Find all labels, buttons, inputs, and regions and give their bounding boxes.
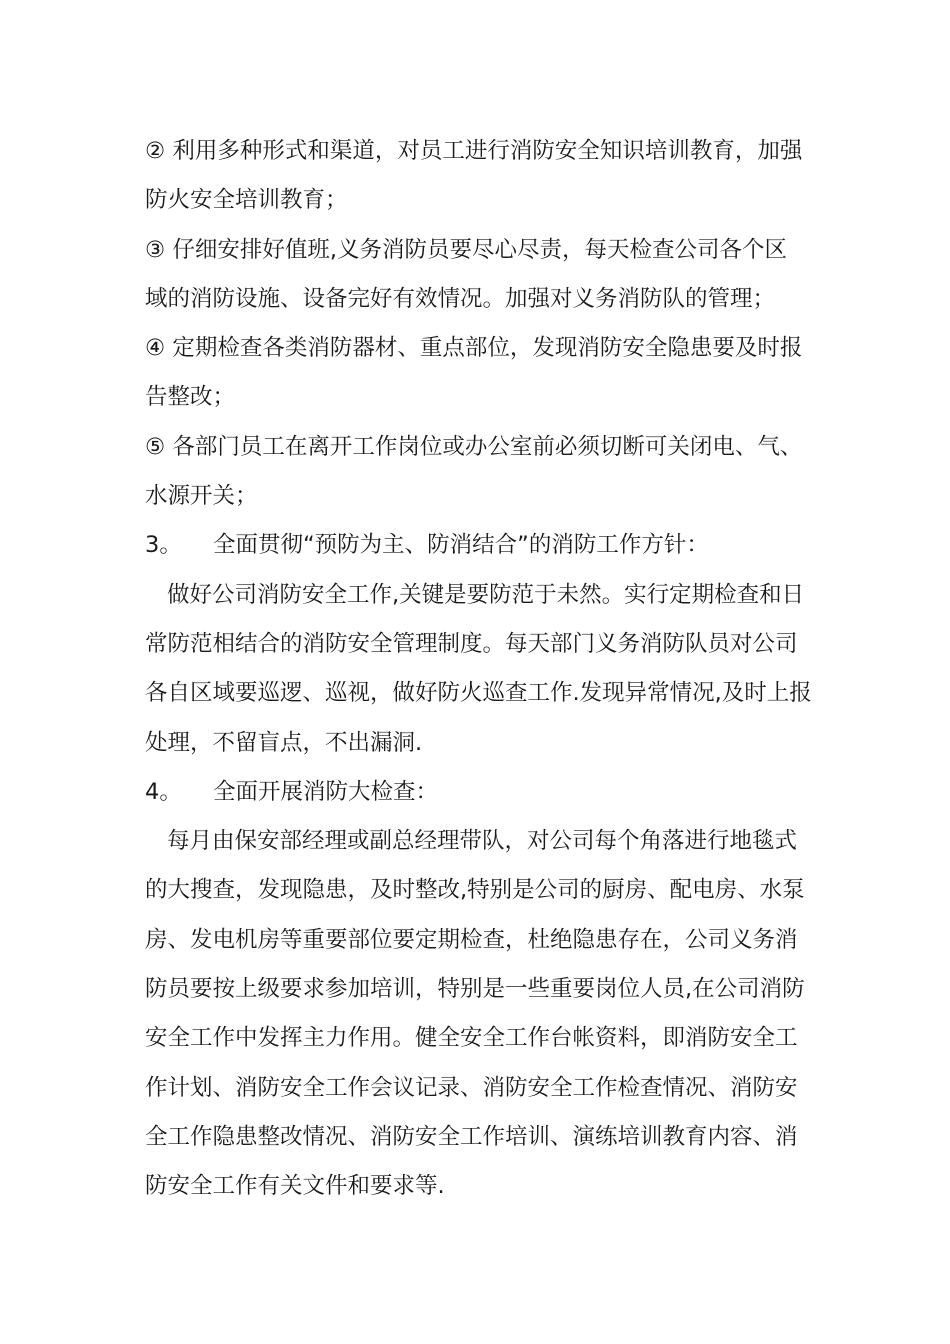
item-4-line-1: ④ 定期检查各类消防器材、重点部位，发现消防安全隐患要及时报 <box>145 335 803 362</box>
section-3-body-line-1: 做好公司消防安全工作,关键是要防范于未然。实行定期检查和日 <box>167 581 805 608</box>
section-4-body-line-6: 作计划、消防安全工作会议记录、消防安全工作检查情况、消防安 <box>145 1074 798 1101</box>
section-4-body-line-8: 防安全工作有关文件和要求等. <box>145 1173 445 1200</box>
item-4-line-2: 告整改； <box>145 384 236 411</box>
section-4-body-line-1: 每月由保安部经理或副总经理带队，对公司每个角落进行地毯式 <box>167 828 798 855</box>
section-3-title: 全面贯彻“预防为主、防消结合”的消防工作方针： <box>213 532 709 559</box>
section-4-heading <box>145 768 817 817</box>
section-4-title: 全面开展消防大检查： <box>213 778 439 805</box>
section-3-heading <box>145 521 817 570</box>
document-body <box>145 127 817 1212</box>
section-3-body-line-2: 常防范相结合的消防安全管理制度。每天部门义务消防队员对公司 <box>145 630 798 657</box>
section-4-number: 4。 <box>145 778 182 805</box>
section-4-body-line-5: 安全工作中发挥主力作用。健全安全工作台帐资料，即消防安全工 <box>145 1025 798 1052</box>
item-2-line-1: ② 利用多种形式和渠道，对员工进行消防安全知识培训教育，加强 <box>145 138 803 164</box>
item-5-line-2: 水源开关； <box>145 483 258 510</box>
section-3-body-line-4: 处理，不留盲点，不出漏洞. <box>145 729 423 756</box>
item-3-line-2: 域的消防设施、设备完好有效情况。加强对义务消防队的管理； <box>145 285 776 312</box>
section-4-body-line-3: 房、发电机房等重要部位要定期检查，杜绝隐患存在，公司义务消 <box>145 926 798 953</box>
item-3-line-1: ③ 仔细安排好值班,义务消防员要尽心尽责，每天检查公司各个区 <box>145 236 787 263</box>
item-2-line-2: 防火安全培训教育； <box>145 187 348 214</box>
item-5-line-1: ⑤ 各部门员工在离开工作岗位或办公室前必须切断可关闭电、气、 <box>145 433 803 460</box>
section-4-body-line-4: 防员要按上级要求参加培训，特别是一些重要岗位人员,在公司消防 <box>145 976 805 1003</box>
section-4-body-line-2: 的大搜查，发现隐患，及时整改,特别是公司的厨房、配电房、水泵 <box>145 877 805 904</box>
section-3-body-line-3: 各自区域要巡逻、巡视，做好防火巡查工作.发现异常情况,及时上报 <box>145 680 812 707</box>
section-3-number: 3。 <box>145 532 182 559</box>
section-4-body-line-7: 全工作隐患整改情况、消防安全工作培训、演练培训教育内容、消 <box>145 1123 798 1150</box>
